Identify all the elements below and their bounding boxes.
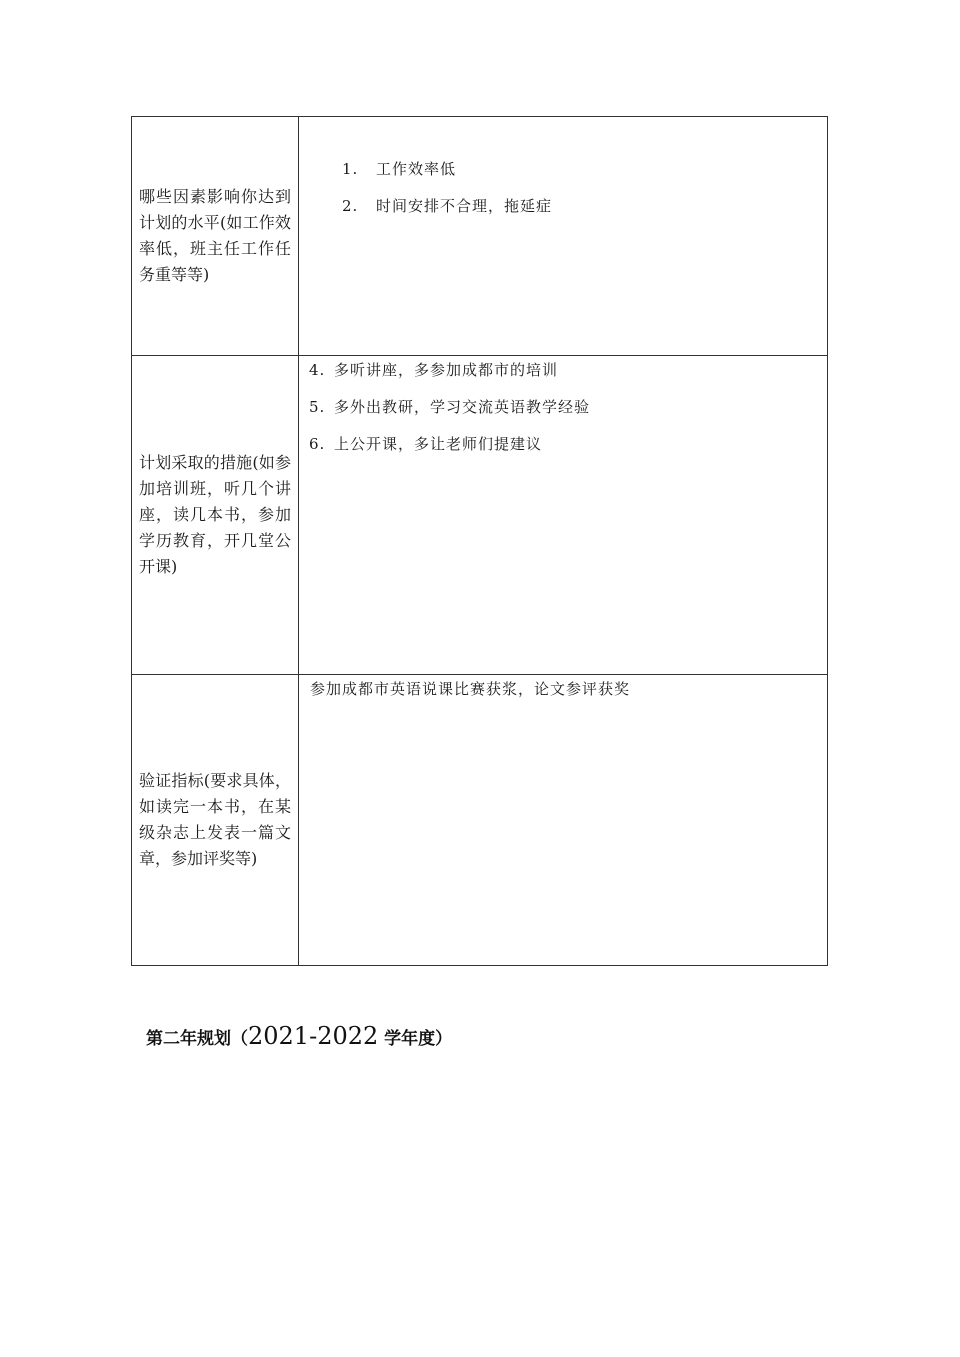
measures-label: 计划采取的措施(如参加培训班，听几个讲座，读几本书，参加学历教育，开几堂公开课) xyxy=(139,453,291,576)
list-item-text: 多听讲座，多参加成都市的培训 xyxy=(334,361,559,379)
table-row-indicators xyxy=(132,675,828,966)
measures-list xyxy=(299,356,827,471)
table-row-measures xyxy=(132,356,828,675)
list-item-number: 1. xyxy=(342,160,359,178)
list-item-text: 时间安排不合理，拖延症 xyxy=(376,197,553,215)
heading-suffix: 学年度） xyxy=(378,1029,453,1049)
list-item-number: 2. xyxy=(342,197,359,215)
list-item-text: 多外出教研，学习交流英语教学经验 xyxy=(334,398,591,416)
list-item-number: 5. xyxy=(309,398,326,416)
list-item xyxy=(342,196,827,233)
list-item xyxy=(342,159,827,196)
indicators-label: 验证指标(要求具体，如读完一本书，在某级杂志上发表一篇文章，参加评奖等) xyxy=(139,771,291,868)
plan-table xyxy=(131,116,828,966)
heading-prefix: 第二年规划（ xyxy=(146,1029,248,1049)
heading-years: 2021-2022 xyxy=(248,1022,379,1050)
measures-content-cell xyxy=(299,356,828,675)
indicators-content: 参加成都市英语说课比赛获浆，论文参评获奖 xyxy=(310,680,631,698)
list-item xyxy=(309,360,827,397)
indicators-content-cell xyxy=(299,675,828,966)
table-row-factors xyxy=(132,117,828,356)
list-item-number: 4. xyxy=(309,361,326,379)
factors-label: 哪些因素影响你达到计划的水平(如工作效率低，班主任工作任务重等等) xyxy=(139,187,291,284)
list-item xyxy=(309,434,827,471)
indicators-label-cell xyxy=(132,675,299,966)
factors-list xyxy=(299,117,827,233)
list-item-text: 上公开课，多让老师们提建议 xyxy=(334,435,543,453)
list-item-number: 6. xyxy=(309,435,326,453)
list-item xyxy=(309,397,827,434)
section-heading xyxy=(146,1022,452,1050)
factors-label-cell xyxy=(132,117,299,356)
list-item-text: 工作效率低 xyxy=(376,160,457,178)
measures-label-cell xyxy=(132,356,299,675)
factors-content-cell xyxy=(299,117,828,356)
